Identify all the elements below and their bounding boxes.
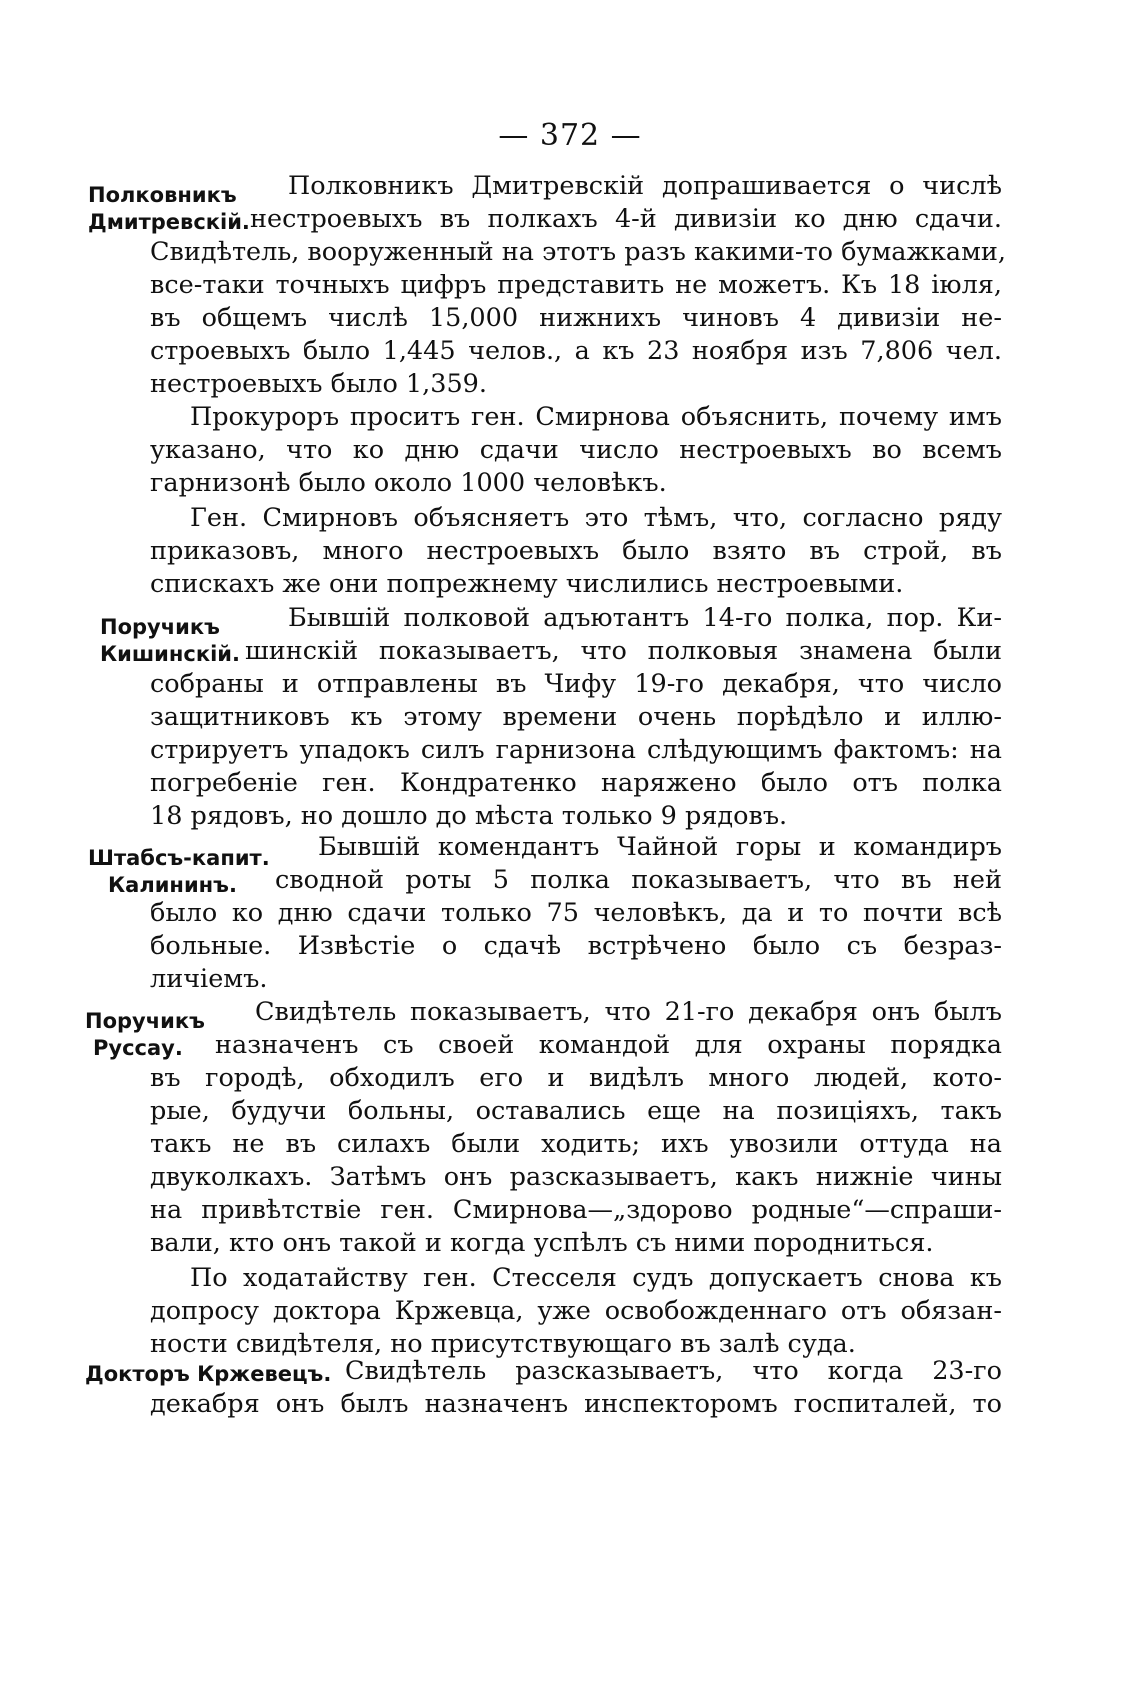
text-line: назначенъ съ своей командой для охраны порядка bbox=[215, 1030, 1002, 1060]
text-line: Ген. Смирновъ объясняетъ это тѣмъ, что, согласно ряду bbox=[190, 503, 1002, 533]
text-line: личіемъ. bbox=[150, 964, 268, 994]
text-line: погребеніе ген. Кондратенко наряжено было отъ полка bbox=[150, 768, 1002, 798]
margin-label-line: Дмитревскій. bbox=[88, 210, 250, 234]
text-line: Свидѣтель разсказываетъ, что когда 23-го bbox=[345, 1356, 1002, 1386]
text-line: стрируетъ упадокъ силъ гарнизона слѣдующимъ фактомъ: на bbox=[150, 735, 1002, 765]
margin-label-line: Кишинскій. bbox=[100, 642, 240, 666]
text-line: По ходатайству ген. Стесселя судъ допускаетъ снова къ bbox=[190, 1263, 1002, 1293]
margin-label-line: Поручикъ bbox=[85, 1009, 205, 1033]
text-line: нестроевыхъ въ полкахъ 4-й дивизіи ко дню сдачи. bbox=[250, 204, 1002, 234]
text-line: такъ не въ силахъ были ходить; ихъ увозили оттуда на bbox=[150, 1129, 1002, 1159]
text-line: въ городѣ, обходилъ его и видѣлъ много людей, кото- bbox=[150, 1063, 1002, 1093]
text-line: Прокуроръ проситъ ген. Смирнова объяснить, почему имъ bbox=[190, 402, 1002, 432]
text-line: Бывшій полковой адъютантъ 14-го полка, пор. Ки- bbox=[288, 603, 1002, 633]
text-line: Свидѣтель показываетъ, что 21-го декабря онъ былъ bbox=[255, 997, 1002, 1027]
paragraph-dmitrevsky-2 bbox=[150, 401, 1002, 500]
text-line: Свидѣтель, вооруженный на этотъ разъ какими-то бумажками, bbox=[150, 237, 1007, 267]
text-line: декабря онъ былъ назначенъ инспекторомъ госпиталей, то bbox=[150, 1389, 1002, 1419]
text-line: сводной роты 5 полка показываетъ, что въ ней bbox=[275, 865, 1002, 895]
text-line: шинскій показываетъ, что полковыя знамена были bbox=[245, 636, 1002, 666]
text-line: двуколкахъ. Затѣмъ онъ разсказываетъ, какъ нижніе чины bbox=[150, 1162, 1002, 1192]
text-line: въ общемъ числѣ 15,000 нижнихъ чиновъ 4 дивизіи не- bbox=[150, 303, 1002, 333]
text-line: спискахъ же они попрежнему числились нестроевыми. bbox=[150, 569, 904, 599]
text-line: все-таки точныхъ цифръ представить не можетъ. Къ 18 іюля, bbox=[150, 270, 1002, 300]
page-number: — 372 — bbox=[498, 118, 642, 153]
text-line: строевыхъ было 1,445 челов., а къ 23 ноября изъ 7,806 чел. bbox=[150, 336, 1002, 366]
text-line: было ко дню сдачи только 75 человѣкъ, да и то почти всѣ bbox=[150, 898, 1002, 928]
text-line: вали, кто онъ такой и когда успѣлъ съ ними породниться. bbox=[150, 1228, 934, 1258]
paragraph-russau-1 bbox=[150, 996, 1002, 1260]
margin-label-line: Калининъ. bbox=[108, 873, 237, 897]
text-line: защитниковъ къ этому времени очень порѣдѣло и иллю- bbox=[150, 702, 1002, 732]
text-line: рые, будучи больны, оставались еще на позиціяхъ, такъ bbox=[150, 1096, 1002, 1126]
paragraph-dmitrevsky-1 bbox=[150, 170, 1007, 401]
text-line: на привѣтствіе ген. Смирнова—„здорово родные“—спраши- bbox=[150, 1195, 1002, 1225]
text-line: приказовъ, много нестроевыхъ было взято въ строй, въ bbox=[150, 536, 1002, 566]
text-line: Полковникъ Дмитревскій допрашивается о числѣ bbox=[288, 171, 1002, 201]
paragraph-russau-2 bbox=[150, 1262, 1002, 1361]
paragraph-krzhevets bbox=[150, 1355, 1002, 1421]
text-line: собраны и отправлены въ Чифу 19-го декабря, что число bbox=[150, 669, 1002, 699]
text-line: больные. Извѣстіе о сдачѣ встрѣчено было съ безраз- bbox=[150, 931, 1002, 961]
margin-label-line: Полковникъ bbox=[88, 183, 237, 207]
paragraph-dmitrevsky-3 bbox=[150, 502, 1002, 601]
text-line: Бывшій комендантъ Чайной горы и командиръ bbox=[318, 832, 1002, 862]
text-line: 18 рядовъ, но дошло до мѣста только 9 рядовъ. bbox=[150, 801, 788, 831]
text-line: допросу доктора Кржевца, уже освобожденнаго отъ обязан- bbox=[150, 1296, 1002, 1326]
paragraph-kalinin bbox=[150, 831, 1002, 996]
margin-label-line: Штабсъ-капит. bbox=[88, 846, 270, 870]
text-line: нестроевыхъ было 1,359. bbox=[150, 369, 488, 399]
text-line: гарнизонѣ было около 1000 человѣкъ. bbox=[150, 468, 667, 498]
paragraph-kishinsky bbox=[150, 602, 1002, 833]
text-line: указано, что ко дню сдачи число нестроевыхъ во всемъ bbox=[150, 435, 1002, 465]
text-line: ности свидѣтеля, но присутствующаго въ залѣ суда. bbox=[150, 1329, 856, 1359]
margin-label-line: Руссау. bbox=[93, 1036, 183, 1060]
margin-label-line: Поручикъ bbox=[100, 615, 220, 639]
margin-label-line: Докторъ Кржевецъ. bbox=[85, 1362, 332, 1386]
